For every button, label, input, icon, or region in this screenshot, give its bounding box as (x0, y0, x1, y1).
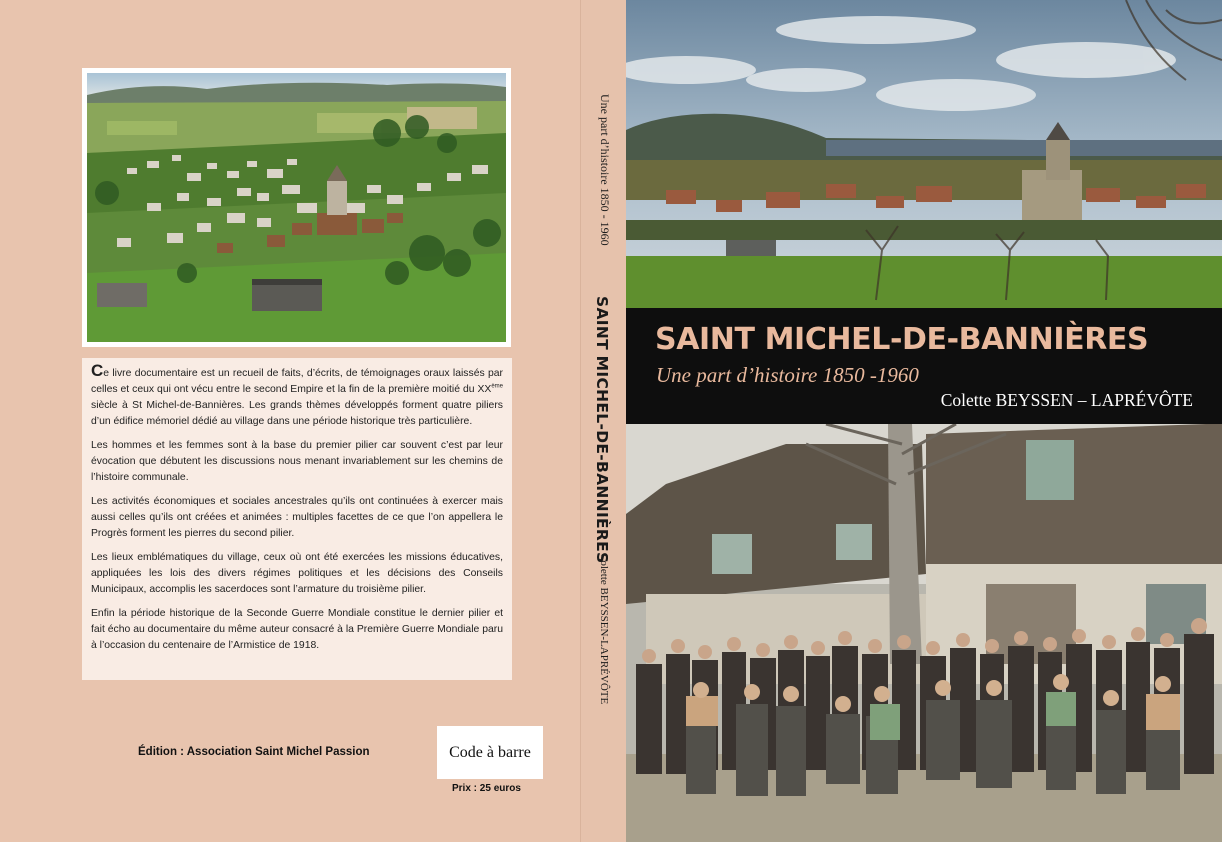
spine-subtitle: Une part d’histoire 1850 - 1960 (598, 94, 612, 246)
front-cover (626, 0, 1222, 842)
synopsis-panel (82, 358, 512, 680)
spine-author: Colette BEYSSEN-LAPRÉVÔTE (598, 553, 610, 705)
publisher-line: Édition : Association Saint Michel Passion (138, 746, 370, 758)
price-label: Prix : 25 euros (452, 783, 521, 794)
title-band (626, 308, 1222, 424)
aerial-village-photo (87, 73, 506, 342)
synopsis-paragraph-2: Les hommes et les femmes sont à la base du premier pilier car souvent c’est par leur évocation que débutent les discussions nous menant invariablement sur les chemins de l’histoire communale. (91, 440, 503, 483)
barcode-placeholder: Code à barre (437, 726, 543, 779)
historic-group-photo (626, 424, 1222, 842)
book-subtitle: Une part d’histoire 1850 -1960 (656, 363, 919, 387)
drop-cap: C (91, 361, 104, 380)
book-title: SAINT MICHEL-DE-BANNIÈRES (655, 322, 1149, 357)
back-cover (0, 0, 580, 842)
synopsis-paragraph-5: Enfin la période historique de la Seconde Guerre Mondiale constitue le dernier pilier et fait écho au documentaire du même auteur consacré à la Première Guerre Mondiale paru à l’occasion du centenaire de l’Armistice de 1918. (91, 608, 503, 651)
synopsis-paragraph-4: Les lieux emblématiques du village, ceux où ont été exercées les missions éducatives, appliquées les lois des divers régimes politiques et les décisions des Conseils Municipaux, accomplis les sacerdoces sont l’armature du troisième pilier. (91, 552, 503, 595)
aerial-photo-frame (82, 68, 511, 347)
village-landscape-photo (626, 0, 1222, 308)
book-author: Colette BEYSSEN – LAPRÉVÔTE (940, 390, 1193, 410)
synopsis-paragraph-3: Les activités économiques et sociales ancestrales qu’ils ont continuées à exercer mais aussi celles qu’ils ont créées et animées : multiples facettes de ce que l’on appellera le Progrès forment les pierres du second pilier. (91, 496, 503, 539)
spine-title: SAINT MICHEL-DE-BANNIÈRES (593, 296, 611, 564)
synopsis-paragraph-1: Ce livre documentaire est un recueil de faits, d’écrits, de témoignages oraux laissés par celles et ceux qui ont vécu entre le second Empire et la fin de la première moitié du XXème siècle à St Michel-de-Bannières. Les grands thèmes développés forment quatre piliers d’un édifice mémoriel dédié au village dans une période historique très particulière. (91, 361, 503, 427)
